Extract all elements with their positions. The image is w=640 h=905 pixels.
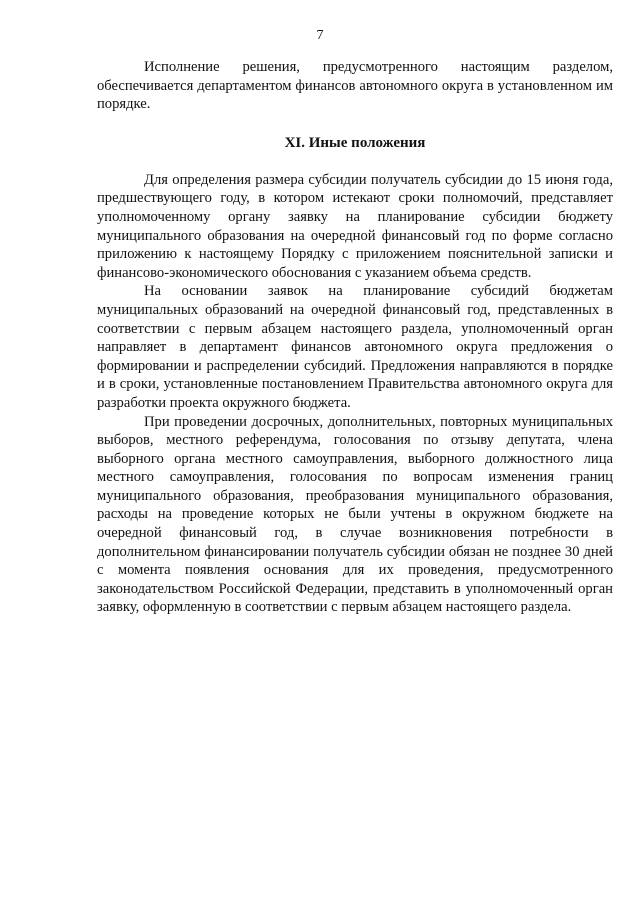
intro-paragraph: Исполнение решения, предусмотренного настоящим разделом, обеспечивается департаментом финансов автономного округа в установленном им порядке.: [97, 59, 613, 113]
paragraph-2: На основании заявок на планирование субсидий бюджетам муниципальных образований на очередной финансовый год, представленных в соответствии с первым абзацем настоящего раздела, уполномоченный орган направляет в департамент финансов автономного округа предложения о формировании и распределении субсидий. Предложения направляются в порядке и в сроки, установленные постановлением Правительства автономного округа для разработки проекта окружного бюджета.: [97, 283, 613, 411]
section-heading: XI. Иные положения: [284, 134, 426, 151]
page-number: 7: [316, 28, 324, 43]
document-body: [97, 58, 613, 617]
paragraph-3: При проведении досрочных, дополнительных, повторных муниципальных выборов, местного референдума, голосования по отзыву депутата, члена выборного органа местного самоуправления, выборного должностного лица местного самоуправления, голосования по вопросам изменения границ муниципального образования, преобразования муниципального образования, расходы на проведение которых не были учтены в окружном бюджете на очередной финансовый год, в случае возникновения потребности в дополнительном финансировании получатель субсидии обязан не позднее 30 дней с момента появления основания для их проведения, предусмотренного законодательством Российской Федерации, представить в уполномоченный орган заявку, оформленную в соответствии с первым абзацем настоящего раздела.: [97, 413, 613, 616]
paragraph-1: Для определения размера субсидии получатель субсидии до 15 июня года, предшествующего году, в котором истекают сроки полномочий, представляет уполномоченному органу заявку на планирование субсидии бюджету муниципального образования на очередной финансовый год по форме согласно приложению к настоящему Порядку с приложением пояснительной записки и финансово-экономического обоснования с указанием объема средств.: [97, 171, 613, 281]
